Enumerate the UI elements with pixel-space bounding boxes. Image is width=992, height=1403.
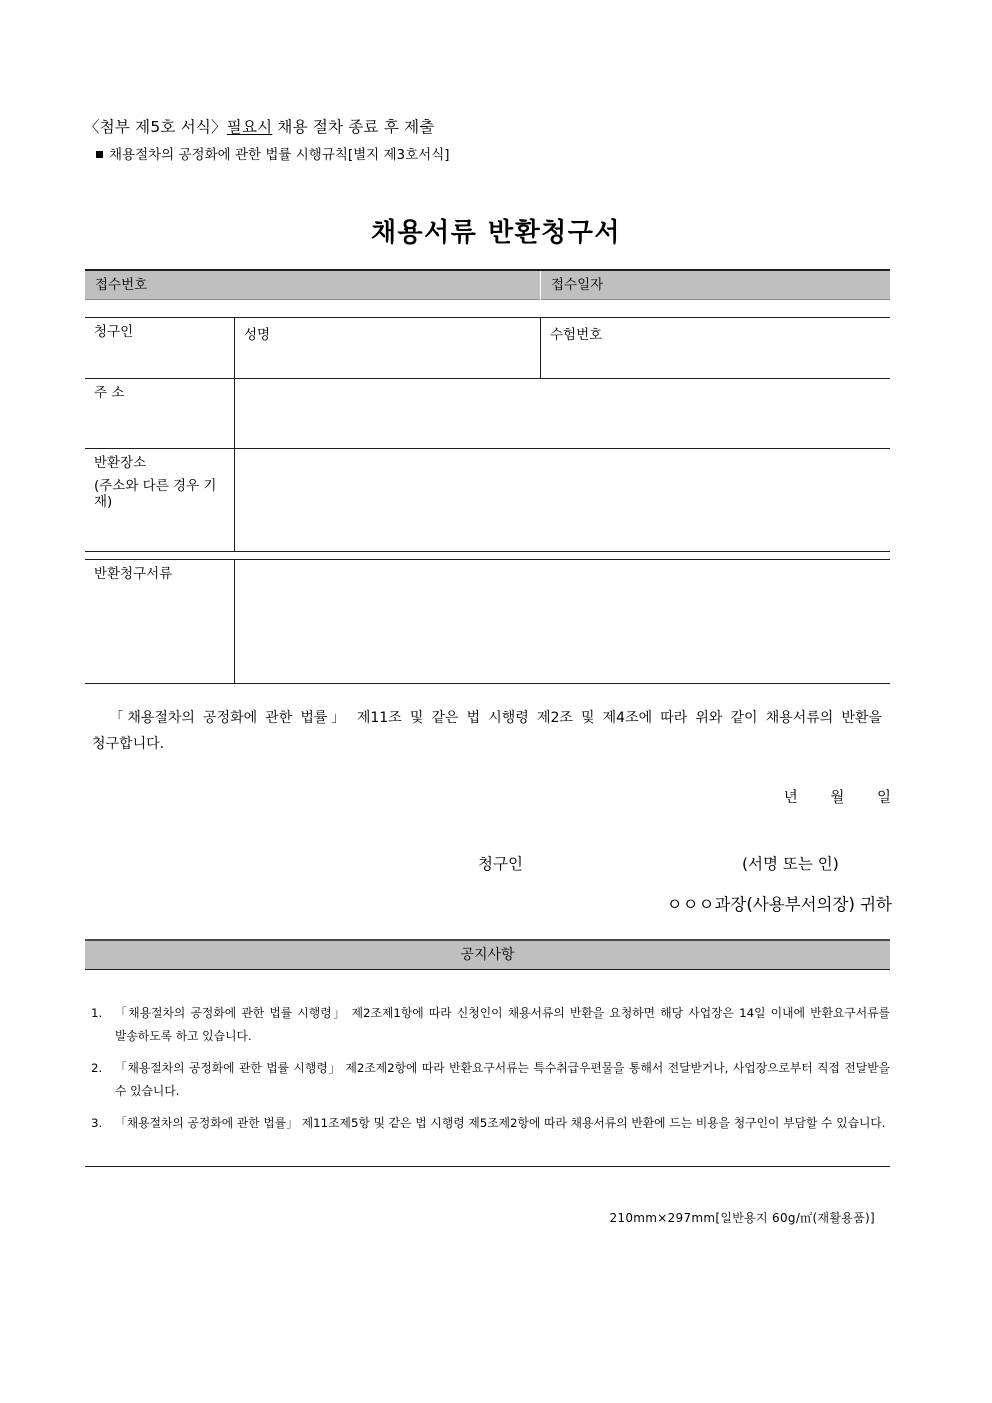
- applicant-label: 청구인: [85, 318, 235, 378]
- address-field-cell[interactable]: [235, 379, 890, 448]
- year-label: 년: [783, 790, 799, 806]
- form-reference-suffix: 채용 절차 종료 후 제출: [272, 118, 435, 136]
- name-field-cell[interactable]: [235, 318, 541, 378]
- notice-item-text: 「채용절차의 공정화에 관한 법률 시행령」 제2조제1항에 따라 신청인이 채용서류의 반환을 요청하면 해당 사업장은 14일 이내에 반환요구서류를 발송하도록 하고 있습니다.: [115, 1006, 890, 1043]
- receipt-number-label: 접수번호: [95, 277, 148, 293]
- return-place-field-cell[interactable]: [235, 449, 890, 551]
- list-item: [85, 1112, 890, 1135]
- address-label: 주 소: [85, 379, 235, 448]
- notice-heading-bar: 공지사항: [85, 939, 890, 970]
- return-documents-label: 반환청구서류: [85, 560, 235, 683]
- notice-item-text: 「채용절차의 공정화에 관한 법률 시행령」 제2조제2항에 따라 반환요구서류는 특수취급우편물을 통해서 전달받거나, 사업장으로부터 직접 전달받을 수 있습니다.: [115, 1061, 890, 1098]
- table-row-applicant: [85, 318, 890, 379]
- applicant-form-table: [85, 317, 890, 552]
- return-place-sublabel: (주소와 다른 경우 기재): [94, 477, 217, 511]
- return-place-label-cell: [85, 449, 235, 551]
- notice-item-text: 「채용절차의 공정화에 관한 법률」 제11조제5항 및 같은 법 시행령 제5조제2항에 따라 채용서류의 반환에 드는 비용을 청구인이 부담할 수 있습니다.: [115, 1116, 886, 1130]
- list-item: [85, 1057, 890, 1103]
- notice-item-index: 1.: [91, 1006, 103, 1020]
- notice-item-index: 3.: [91, 1116, 103, 1130]
- notice-list: [85, 1002, 890, 1144]
- date-line: [0, 786, 892, 807]
- law-reference-text: 채용절차의 공정화에 관한 법률 시행규칙[별지 제3호서식]: [109, 147, 450, 163]
- table-row-address: [85, 379, 890, 449]
- page-title: 채용서류 반환청구서: [370, 218, 622, 248]
- month-label: 월: [830, 790, 846, 806]
- notice-item-index: 2.: [91, 1061, 103, 1075]
- signature-applicant-label: 청구인: [478, 855, 523, 873]
- table-row-return-place: [85, 449, 890, 552]
- addressee-line: ㅇㅇㅇ과장(사용부서의장) 귀하: [666, 895, 892, 914]
- statement-text: 「채용절차의 공정화에 관한 법률」 제11조 및 같은 법 시행령 제2조 및 제4조에 따라 위와 같이 채용서류의 반환을 청구합니다.: [92, 710, 882, 752]
- square-bullet-icon: [96, 151, 103, 158]
- list-item: [85, 1002, 890, 1048]
- exam-number-label: 수험번호: [550, 327, 603, 343]
- signature-note: (서명 또는 인): [742, 855, 839, 873]
- statement-paragraph: [92, 706, 882, 758]
- exam-number-field-cell[interactable]: [541, 318, 890, 378]
- form-reference-emphasis: 필요시: [226, 118, 273, 136]
- receipt-header-bar: [85, 269, 890, 300]
- table-row-return-documents: [85, 560, 890, 684]
- return-documents-table: [85, 559, 890, 684]
- return-documents-field-cell[interactable]: [235, 560, 890, 683]
- notice-bottom-rule: [85, 1166, 890, 1167]
- return-place-label: 반환장소: [94, 455, 147, 471]
- form-reference-prefix: 〈첨부 제5호 서식〉: [84, 118, 227, 136]
- form-reference-line: [84, 115, 435, 137]
- day-label: 일: [876, 790, 892, 806]
- law-reference-line: [96, 143, 450, 163]
- receipt-date-label: 접수일자: [540, 271, 890, 300]
- paper-specification: 210mm×297mm[일반용지 60g/㎡(재활용품)]: [609, 1211, 875, 1225]
- name-label: 성명: [244, 327, 271, 343]
- applicant-fields: [235, 318, 890, 378]
